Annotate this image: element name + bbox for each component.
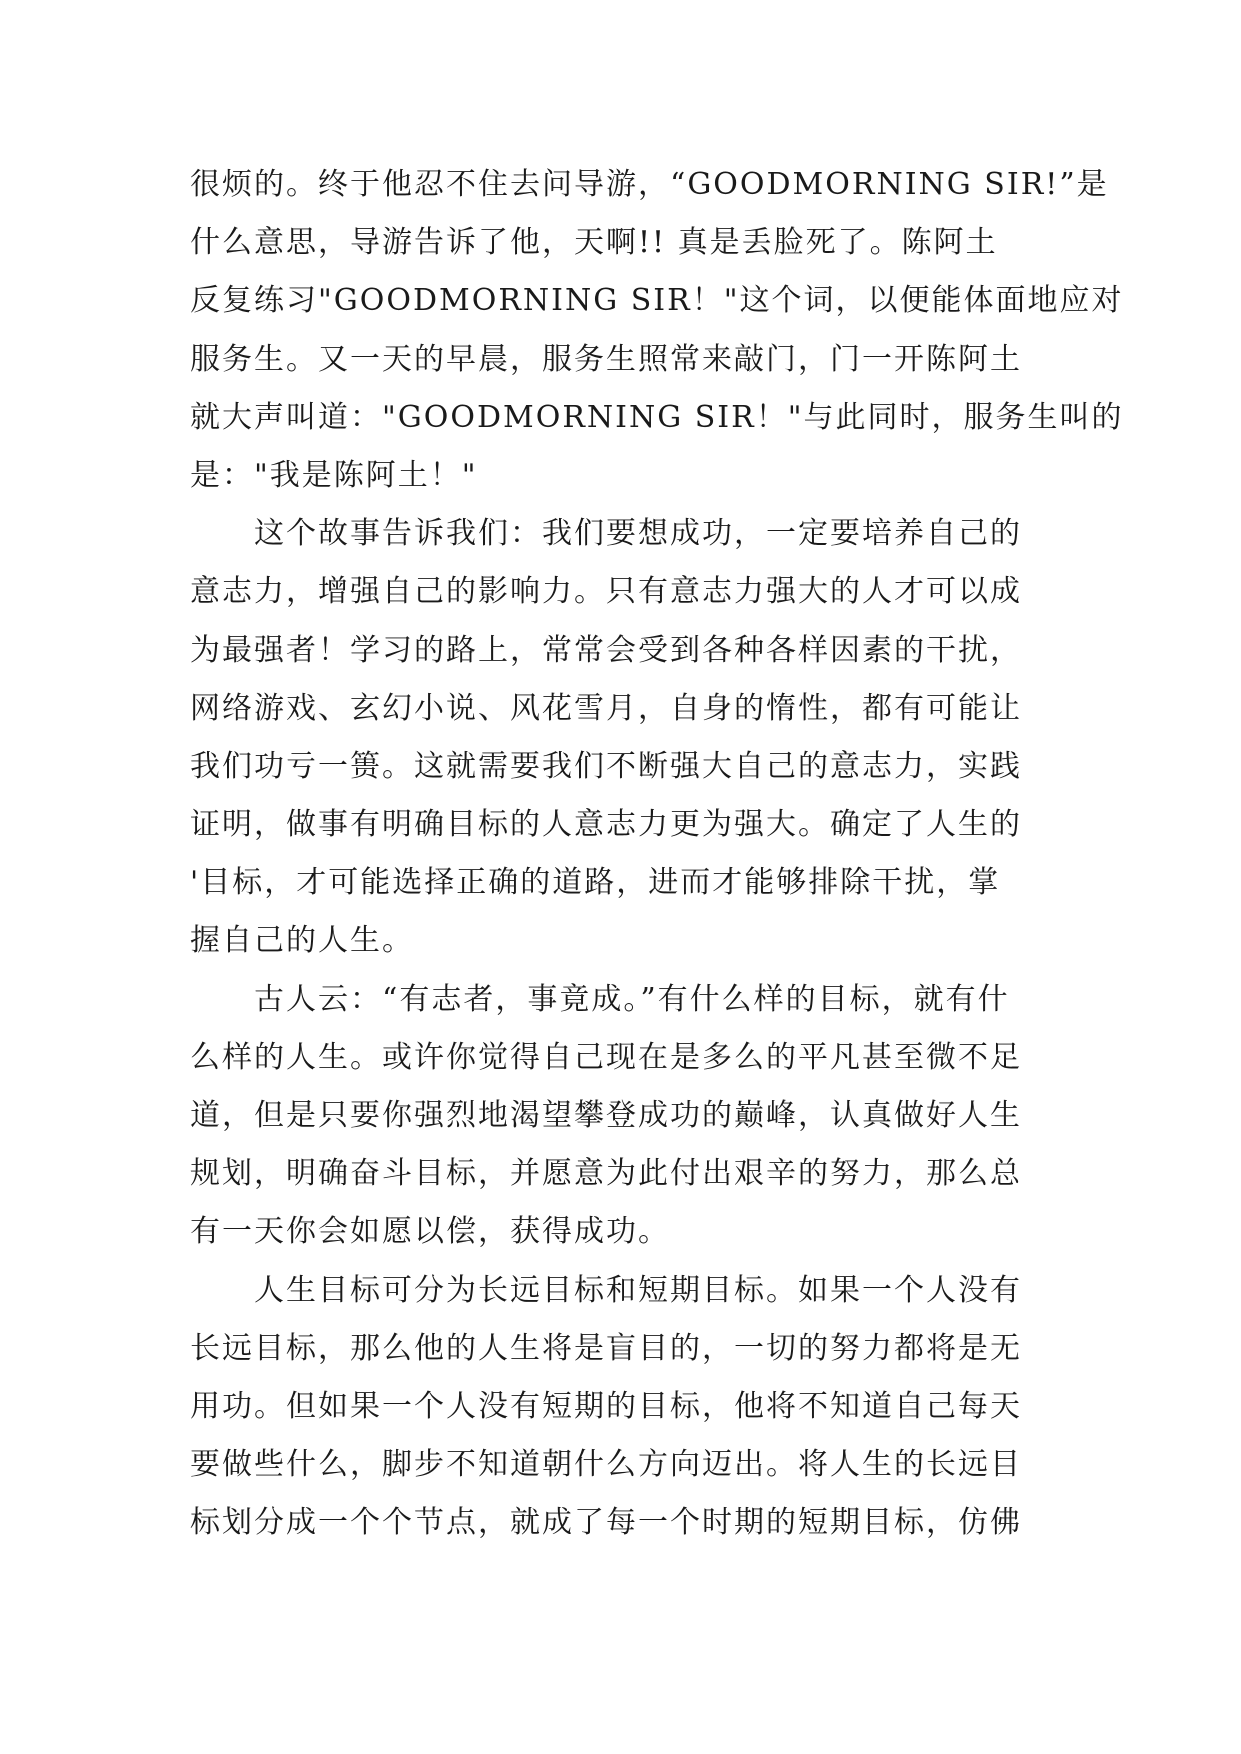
text-line: '目标，才可能选择正确的道路，进而才能够排除干扰，掌 [190, 865, 1001, 901]
text-line: 我们功亏一篑。这就需要我们不断强大自己的意志力，实践 [190, 748, 1022, 784]
text-line: 就大声叫道："GOODMORNING SIR！"与此同时，服务生叫的 [190, 399, 1124, 435]
paragraph-first-line: 这个故事告诉我们：我们要想成功，一定要培养自己的 [254, 516, 1022, 552]
text-line: 为最强者！学习的路上，常常会受到各种各样因素的干扰， [190, 632, 1022, 668]
text-line: 很烦的。终于他忍不住去问导游，“GOODMORNING SIR!”是 [190, 167, 1109, 202]
text-line: 要做些什么，脚步不知道朝什么方向迈出。将人生的长远目 [190, 1447, 1022, 1483]
paragraph-first-line: 古人云：“有志者，事竟成。”有什么样的目标，就有什 [254, 981, 1010, 1017]
text-line: 意志力，增强自己的影响力。只有意志力强大的人才可以成 [190, 574, 1022, 610]
text-line: 网络游戏、玄幻小说、风花雪月，自身的惰性，都有可能让 [190, 690, 1022, 726]
text-line: 有一天你会如愿以偿，获得成功。 [190, 1214, 670, 1250]
text-line: 证明，做事有明确目标的人意志力更为强大。确定了人生的 [190, 807, 1022, 843]
body-text [190, 156, 1124, 1553]
text-line: 握自己的人生。 [190, 923, 414, 959]
text-line: 是："我是陈阿土！" [190, 457, 478, 493]
text-line: 反复练习"GOODMORNING SIR！"这个词，以便能体面地应对 [190, 283, 1124, 319]
text-line: 长远目标，那么他的人生将是盲目的，一切的努力都将是无 [190, 1330, 1022, 1366]
text-line: 么样的人生。或许你觉得自己现在是多么的平凡甚至微不足 [190, 1039, 1022, 1075]
text-line: 规划，明确奋斗目标，并愿意为此付出艰辛的努力，那么总 [190, 1156, 1022, 1192]
text-line: 什么意思，导游告诉了他，天啊!! 真是丢脸死了。陈阿土 [190, 225, 998, 261]
paragraph-first-line: 人生目标可分为长远目标和短期目标。如果一个人没有 [254, 1272, 1022, 1308]
text-line: 用功。但如果一个人没有短期的目标，他将不知道自己每天 [190, 1388, 1022, 1424]
text-line: 标划分成一个个节点，就成了每一个时期的短期目标，仿佛 [190, 1505, 1022, 1541]
text-line: 服务生。又一天的早晨，服务生照常来敲门，门一开陈阿土 [190, 341, 1022, 377]
text-line: 道，但是只要你强烈地渴望攀登成功的巅峰，认真做好人生 [190, 1098, 1022, 1133]
